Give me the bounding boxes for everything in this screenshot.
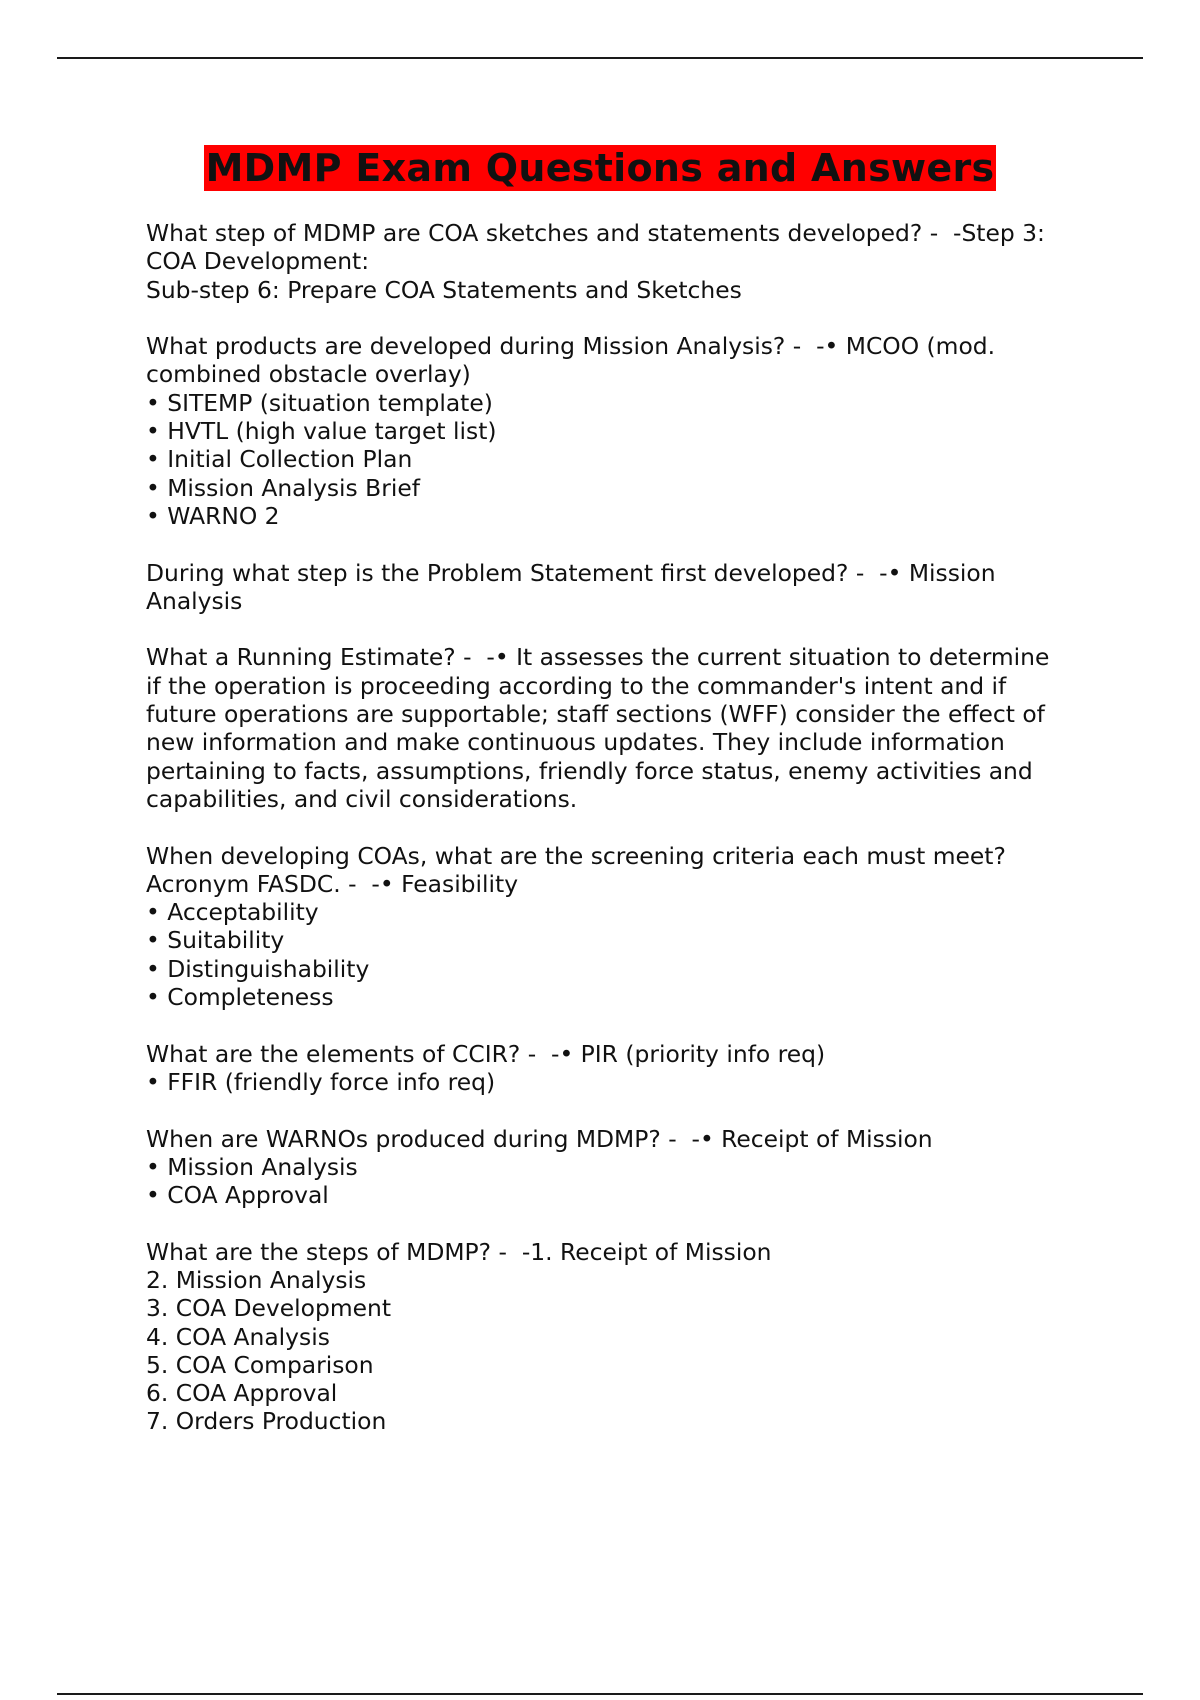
qa-answer-line: • Initial Collection Plan [146, 445, 413, 474]
qa-item [146, 559, 1096, 616]
qa-answer-line: • Mission Analysis Brief [146, 473, 420, 502]
qa-question-line: What are the steps of MDMP? - -1. Receipt of Mission [146, 1237, 772, 1266]
qa-answer-line: • Acceptability [146, 898, 319, 927]
qa-list [146, 219, 1096, 1464]
qa-answer-line: if the operation is proceeding according to the commander's intent and if [146, 671, 1007, 700]
qa-answer-line: Acronym FASDC. - -• Feasibility [146, 869, 519, 898]
qa-question-line: What are the elements of CCIR? - -• PIR (priority info req) [146, 1039, 826, 1068]
qa-item [146, 1238, 1096, 1436]
qa-answer-line: 5. COA Comparison [146, 1350, 374, 1379]
qa-answer-line: pertaining to facts, assumptions, friendly force status, enemy activities and [146, 756, 1033, 785]
qa-answer-line: Analysis [146, 586, 243, 615]
qa-answer-line: capabilities, and civil considerations. [146, 784, 578, 813]
qa-answer-line: • FFIR (friendly force info req) [146, 1067, 496, 1096]
qa-answer-line: COA Development: [146, 247, 370, 276]
qa-answer-line: • WARNO 2 [146, 501, 280, 530]
document-title: MDMP Exam Questions and Answers [205, 146, 995, 190]
qa-answer-line: • COA Approval [146, 1181, 329, 1210]
qa-item [146, 332, 1096, 530]
qa-answer-line: • Suitability [146, 926, 285, 955]
qa-answer-line: 2. Mission Analysis [146, 1265, 367, 1294]
footer-rule [57, 1693, 1143, 1695]
qa-item [146, 1125, 1096, 1210]
qa-answer-line: • SITEMP (situation template) [146, 388, 493, 417]
qa-answer-line: 6. COA Approval [146, 1379, 338, 1408]
qa-question-line: When developing COAs, what are the screening criteria each must meet? [146, 841, 1006, 870]
qa-item [146, 1040, 1096, 1097]
qa-answer-line: • Distinguishability [146, 954, 370, 983]
qa-question-line: What products are developed during Mission Analysis? - -• MCOO (mod. [146, 332, 996, 361]
qa-item [146, 643, 1096, 813]
title-container [0, 145, 1200, 191]
qa-question-line: When are WARNOs produced during MDMP? - -• Receipt of Mission [146, 1124, 933, 1153]
qa-answer-line: Sub-step 6: Prepare COA Statements and Sketches [146, 275, 742, 304]
qa-question-line: What a Running Estimate? - -• It assesses the current situation to determine [146, 643, 1050, 672]
qa-question-line: During what step is the Problem Statement first developed? - -• Mission [146, 558, 996, 587]
qa-question-line: What step of MDMP are COA sketches and statements developed? - -Step 3: [146, 219, 1045, 247]
qa-answer-line: • Mission Analysis [146, 1152, 358, 1181]
qa-answer-line: combined obstacle overlay) [146, 360, 471, 389]
qa-item [146, 219, 1096, 304]
header-rule [57, 57, 1143, 59]
qa-answer-line: 4. COA Analysis [146, 1322, 330, 1351]
qa-answer-line: • HVTL (high value target list) [146, 417, 497, 446]
qa-answer-line: 3. COA Development [146, 1294, 391, 1323]
qa-item [146, 842, 1096, 1012]
qa-answer-line: new information and make continuous updates. They include information [146, 728, 1005, 757]
qa-answer-line: 7. Orders Production [146, 1407, 387, 1436]
qa-answer-line: future operations are supportable; staff sections (WFF) consider the effect of [146, 700, 1045, 729]
qa-answer-line: • Completeness [146, 983, 334, 1012]
